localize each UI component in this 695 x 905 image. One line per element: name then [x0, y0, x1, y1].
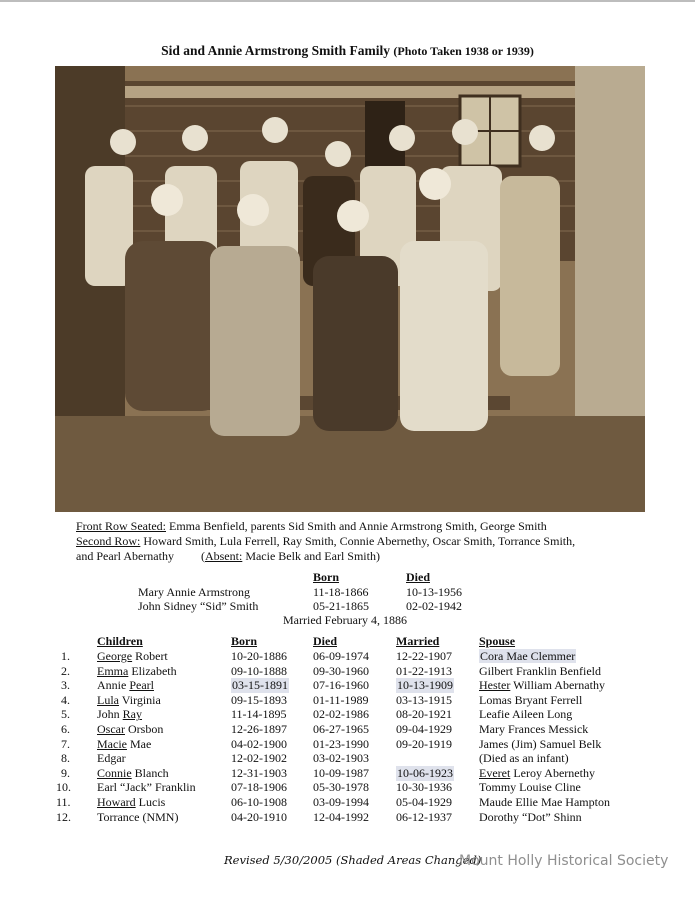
- child-name-prefix: Edgar: [97, 751, 126, 766]
- child-called-name: Emma: [97, 663, 129, 678]
- child-died: 02-02-1986: [313, 707, 369, 722]
- child-married: 01-22-1913: [396, 663, 452, 678]
- table-row: [0, 766, 695, 781]
- child-born: 10-20-1886: [231, 649, 287, 663]
- spouse-name: Maude Ellie Mae Hampton: [479, 795, 610, 809]
- top-rule: [0, 0, 695, 2]
- spouse-called-name: Hester: [479, 678, 511, 693]
- table-row: [0, 649, 695, 664]
- table-row: [0, 693, 695, 708]
- table-row: [0, 795, 695, 810]
- row-number: 10.: [56, 780, 71, 795]
- front-row-names: Emma Benfield, parents Sid Smith and Annie Armstrong Smith, George Smith: [169, 519, 547, 533]
- child-born: 03-15-1891: [232, 678, 288, 693]
- child-name: [97, 766, 169, 781]
- child-born: 12-26-1897: [231, 722, 287, 736]
- child-born: 12-02-1902: [231, 751, 287, 766]
- spouse-name: Tommy Louise Cline: [479, 780, 581, 795]
- front-row-label: Front Row Seated:: [76, 519, 166, 533]
- header-spouse: Spouse: [479, 634, 516, 648]
- child-married: 10-30-1936: [396, 780, 452, 795]
- child-born: 09-15-1893: [231, 692, 287, 707]
- father-died: 02-02-1942: [406, 599, 462, 613]
- table-row: [0, 810, 695, 825]
- second-row-label: Second Row:: [76, 534, 141, 548]
- child-married: 09-20-1919: [396, 736, 452, 751]
- child-died: 03-09-1994: [313, 795, 369, 809]
- spouse-name: Mary Frances Messick: [479, 722, 589, 736]
- child-married: 10-13-1909: [397, 678, 453, 693]
- child-called-name: Ray: [122, 707, 143, 722]
- child-called-name: Connie: [97, 765, 132, 780]
- child-died: 06-27-1965: [313, 722, 369, 736]
- table-row: [0, 664, 695, 679]
- child-married: 12-22-1907: [396, 649, 452, 663]
- spouse-name: Cora Mae Clemmer: [480, 649, 576, 663]
- child-called-name: Macie: [97, 736, 127, 751]
- child-name: [97, 664, 177, 679]
- spouse-name: Gilbert Franklin Benfield: [479, 663, 601, 678]
- child-spouse: [479, 766, 595, 781]
- child-name: [97, 780, 196, 795]
- absent-open: (: [200, 549, 205, 563]
- row-number: 8.: [61, 751, 70, 766]
- child-middle-name: Virginia: [119, 692, 161, 707]
- child-name-prefix: John: [97, 707, 123, 722]
- row-number: 7.: [61, 736, 70, 751]
- row-number: 9.: [61, 765, 70, 780]
- child-spouse: [479, 678, 605, 693]
- spouse-called-name: Everet: [479, 765, 511, 780]
- child-married: 03-13-1915: [396, 692, 452, 707]
- header-children: Children: [97, 634, 143, 648]
- spouse-name: Lomas Bryant Ferrell: [479, 692, 583, 707]
- table-row: [0, 780, 695, 795]
- header-died: Died: [313, 634, 337, 648]
- caption-second-row-cont: [76, 549, 636, 564]
- child-name: [97, 795, 165, 810]
- child-name: [97, 737, 151, 752]
- mother-born: 11-18-1866: [313, 585, 369, 599]
- child-spouse: [479, 649, 576, 664]
- child-name: [97, 722, 163, 737]
- spouse-name: Leroy Abernethy: [510, 765, 595, 780]
- child-spouse: [479, 707, 572, 722]
- watermark-text: Mount Holly Historical Society: [459, 853, 669, 869]
- child-middle-name: Orsbon: [124, 722, 164, 736]
- revision-note: Revised 5/30/2005 (Shaded Areas Changed): [224, 853, 482, 867]
- child-name: [97, 707, 142, 722]
- child-name-prefix: Earl “Jack” Franklin: [97, 780, 196, 795]
- page-title: [0, 43, 695, 59]
- child-died: 10-09-1987: [313, 765, 369, 780]
- row-number: 11.: [56, 795, 71, 809]
- child-died: 03-02-1903: [313, 751, 369, 766]
- child-born: 12-31-1903: [231, 765, 287, 780]
- parents-died-header: Died: [406, 570, 430, 584]
- row-number: 5.: [61, 707, 70, 722]
- table-row: [0, 707, 695, 722]
- child-middle-name: Blanch: [131, 765, 169, 780]
- family-photograph: [55, 66, 645, 512]
- child-born: 06-10-1908: [231, 795, 287, 809]
- child-name-prefix: Torrance (NMN): [97, 809, 179, 824]
- spouse-name: (Died as an infant): [479, 751, 569, 766]
- child-married: 06-12-1937: [396, 809, 452, 824]
- child-married: 08-20-1921: [396, 707, 452, 722]
- row-number: 6.: [61, 722, 70, 736]
- child-born: 04-20-1910: [231, 809, 287, 824]
- photo-illustration: [55, 66, 645, 512]
- child-spouse: [479, 780, 581, 795]
- title-main: Sid and Annie Armstrong Smith Family: [161, 43, 391, 58]
- child-died: 01-11-1989: [313, 692, 369, 707]
- child-spouse: [479, 737, 601, 752]
- table-header: [0, 634, 695, 649]
- child-name: [97, 693, 161, 708]
- child-died: 06-09-1974: [313, 649, 369, 663]
- child-married: 10-06-1923: [397, 765, 453, 780]
- child-middle-name: Lucis: [135, 795, 166, 809]
- child-name-prefix: Annie: [97, 678, 130, 693]
- child-spouse: [479, 751, 569, 766]
- photo-caption: [76, 519, 636, 564]
- child-born: 11-14-1895: [231, 707, 287, 722]
- child-died: 01-23-1990: [313, 736, 369, 751]
- child-name: [97, 678, 154, 693]
- header-born: Born: [231, 634, 258, 648]
- spouse-name: Leafie Aileen Long: [479, 707, 573, 722]
- father-born: 05-21-1865: [313, 599, 369, 613]
- marriage-date: Married February 4, 1886: [283, 613, 407, 627]
- spouse-name: James (Jim) Samuel Belk: [479, 736, 602, 751]
- child-died: 07-16-1960: [313, 678, 369, 693]
- second-row-names: Howard Smith, Lula Ferrell, Ray Smith, Connie Abernethy, Oscar Smith, Torrance Smith,: [143, 534, 576, 548]
- child-spouse: [479, 664, 601, 679]
- row-number: 3.: [61, 678, 70, 693]
- absent-label: Absent:: [204, 549, 243, 563]
- table-row: [0, 751, 695, 766]
- child-called-name: George: [97, 649, 133, 663]
- title-subtitle: (Photo Taken 1938 or 1939): [393, 44, 534, 58]
- parents-born-header: Born: [313, 570, 340, 584]
- child-name: [97, 810, 178, 825]
- row-number: 4.: [61, 692, 70, 707]
- table-row: [0, 737, 695, 752]
- child-married: 05-04-1929: [396, 795, 452, 809]
- child-born: 07-18-1906: [231, 780, 287, 795]
- child-called-name: Pearl: [129, 678, 154, 693]
- spouse-name: Dorothy “Dot” Shinn: [479, 809, 582, 824]
- child-died: 12-04-1992: [313, 809, 369, 824]
- child-called-name: Oscar: [97, 722, 125, 736]
- child-spouse: [479, 795, 610, 810]
- caption-front-row: [76, 519, 636, 534]
- caption-second-row: [76, 534, 636, 549]
- child-spouse: [479, 693, 582, 708]
- child-spouse: [479, 810, 582, 825]
- row-number: 1.: [61, 649, 70, 663]
- child-spouse: [479, 722, 588, 737]
- second-row-names-cont: and Pearl Abernathy: [76, 549, 174, 563]
- mother-died: 10-13-1956: [406, 585, 462, 599]
- child-name: [97, 751, 126, 766]
- child-called-name: Howard: [97, 795, 136, 809]
- spouse-name: William Abernathy: [510, 678, 605, 693]
- header-married: Married: [396, 634, 440, 648]
- child-died: 09-30-1960: [313, 663, 369, 678]
- child-middle-name: Mae: [126, 736, 152, 751]
- child-name: [97, 649, 168, 664]
- child-called-name: Lula: [97, 692, 119, 707]
- child-middle-name: Elizabeth: [128, 663, 177, 678]
- child-born: 04-02-1900: [231, 736, 287, 751]
- mother-name: Mary Annie Armstrong: [138, 585, 250, 599]
- absent-names: Macie Belk and Earl Smith): [245, 549, 380, 563]
- row-number: 2.: [61, 663, 70, 678]
- table-row: [0, 678, 695, 693]
- child-died: 05-30-1978: [313, 780, 369, 795]
- row-number: 12.: [56, 809, 71, 824]
- father-name: John Sidney “Sid” Smith: [138, 599, 259, 613]
- child-middle-name: Robert: [132, 649, 168, 663]
- child-born: 09-10-1888: [231, 663, 287, 678]
- table-row: [0, 722, 695, 737]
- child-married: 09-04-1929: [396, 722, 452, 736]
